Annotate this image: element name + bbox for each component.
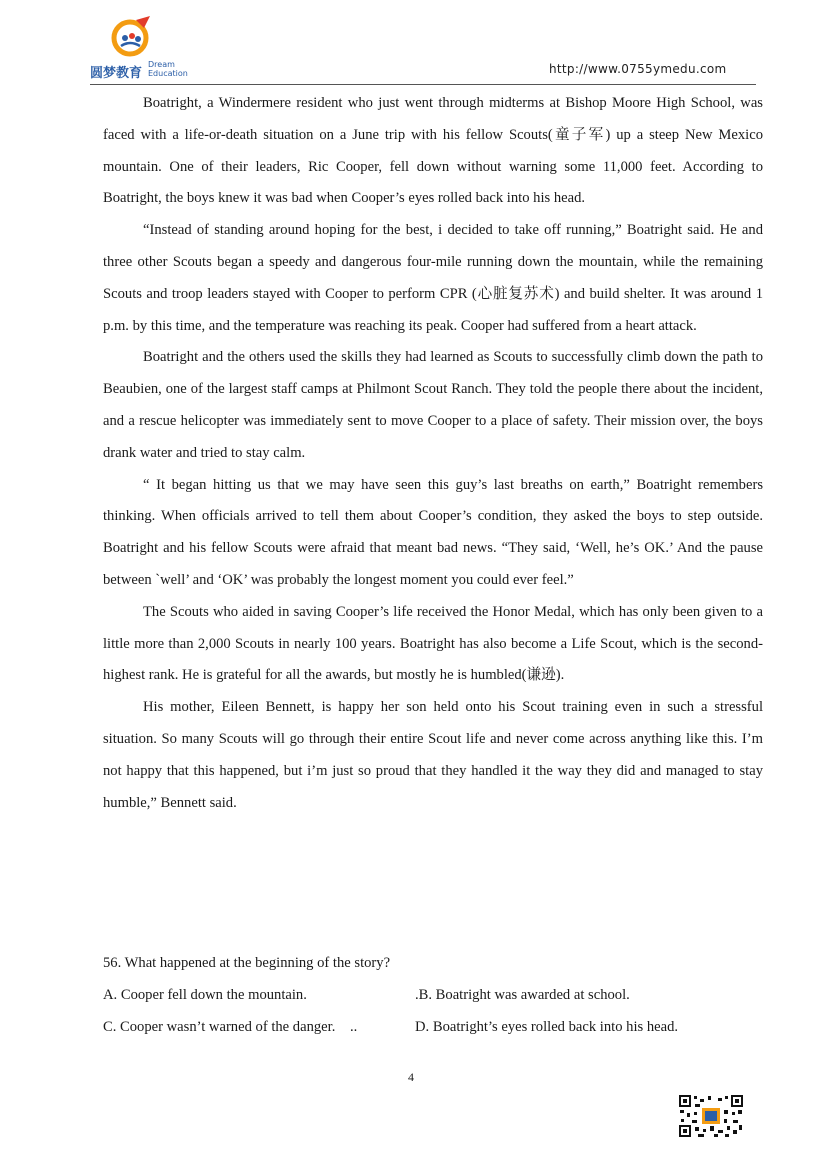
qr-code-icon [678, 1094, 744, 1138]
option-a: A. Cooper fell down the mountain. [103, 987, 307, 1003]
options-row-1 [103, 979, 763, 1011]
website-url[interactable]: http://www.0755ymedu.com [549, 62, 727, 76]
page-header [0, 0, 822, 90]
option-c [103, 1011, 357, 1043]
question-stem: 56. What happened at the beginning of the story? [103, 955, 391, 971]
reading-passage [103, 88, 763, 819]
option-c-text: C. Cooper wasn’t warned of the danger. [103, 1019, 336, 1035]
paragraph-2: “Instead of standing around hoping for the best, i decided to take off running,” Boatright said. He and three other Scouts began a speedy and dangerous four-mile running down the mountain, while the remaining Scouts and troop leaders stayed with Cooper to perform CPR (心脏复苏术) and build shelter. It was around 1 p.m. by this time, and the temperature was reaching its peak. Cooper had suffered from a heart attack. [103, 222, 763, 334]
option-d: D. Boatright’s eyes rolled back into his head. [415, 1019, 679, 1035]
logo-en-line-1: Dream [148, 60, 175, 69]
logo-chinese-text: 圆梦教育 [90, 66, 143, 81]
paragraph-6: His mother, Eileen Bennett, is happy her son held onto his Scout training even in such a stressful situation. So many Scouts will go through their entire Scout life and never come across anything like this. I’m not happy that this happened, but i’m just so proud that they handled it the way they did and managed to stay humble,” Bennett said. [103, 699, 763, 811]
question-56 [103, 947, 763, 1043]
header-divider [90, 84, 756, 85]
paragraph-4: “ It began hitting us that we may have seen this guy’s last breaths on earth,” Boatright remembers thinking. When officials arrived to tell them about Cooper’s condition, they asked the boys to step outside. Boatright and his fellow Scouts were afraid that meant bad news. “They said, ‘Well, he’s OK.’ And the pause between `well’ and ‘OK’ was probably the longest moment you could ever feel.” [103, 476, 763, 588]
paragraph-3: Boatright and the others used the skills they had learned as Scouts to successfully climb down the path to Beaubien, one of the largest staff camps at Philmont Scout Ranch. They told the people there about the incident, and a rescue helicopter was immediately sent to move Cooper to a place of safety. Their mission over, the boys drank water and tried to stay calm. [103, 349, 763, 461]
option-c-mark: .. [349, 1019, 358, 1035]
page-number: 4 [408, 1070, 414, 1084]
option-b: .B. Boatright was awarded at school. [415, 987, 630, 1003]
dream-education-logo [88, 14, 198, 80]
options-row-2 [103, 1011, 763, 1043]
paragraph-1: Boatright, a Windermere resident who just went through midterms at Bishop Moore High School, was faced with a life-or-death situation on a June trip with his fellow Scouts(童子军) up a steep New Mexico mountain. One of their leaders, Ric Cooper, fell down without warning some 11,000 feet. According to Boatright, the boys knew it was bad when Cooper’s eyes rolled back into his head. [103, 95, 763, 207]
logo-en-line-2: Education [148, 69, 188, 78]
logo-english-text [148, 60, 188, 78]
logo-icon [110, 14, 154, 58]
paragraph-5: The Scouts who aided in saving Cooper’s life received the Honor Medal, which has only been given to a little more than 2,000 Scouts in nearly 100 years. Boatright has also become a Life Scout, which is the second-highest rank. He is grateful for all the awards, but mostly he is humbled(谦逊). [103, 603, 763, 684]
